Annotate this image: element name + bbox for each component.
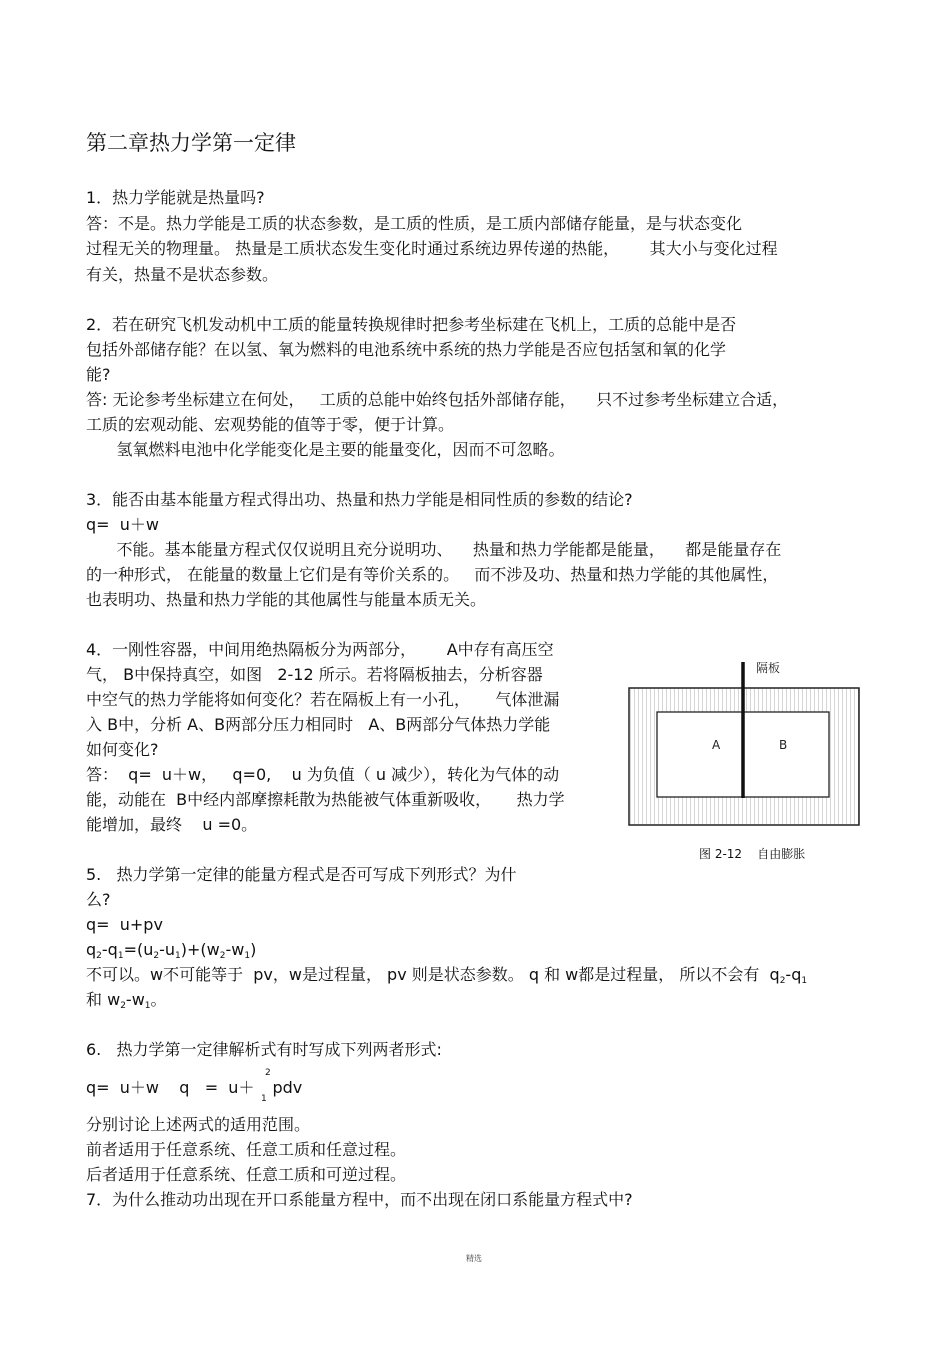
answer-6-line-2: 前者适用于任意系统、任意工质和任意过程。 bbox=[86, 1140, 407, 1159]
answer-4-line-2: 能，动能在 B中经内部摩擦耗散为热能被气体重新吸收， 热力学 bbox=[86, 790, 565, 809]
question-4-line-1: 4．一刚性容器，中间用绝热隔板分为两部分， A中存有高压空 bbox=[86, 640, 554, 659]
formula-3: q= u＋w bbox=[86, 515, 159, 534]
integral-upper-limit: 2 bbox=[265, 1068, 271, 1078]
answer-5-line-1: 不可以。w不可能等于 pv，w是过程量， pv 则是状态参数。 q 和 w都是过程量， 所以不会有 $q_2-q_1$ bbox=[86, 965, 808, 986]
question-1: 1．热力学能就是热量吗? bbox=[86, 188, 265, 207]
answer-2-line-3: 氢氧燃料电池中化学能变化是主要的能量变化，因而不可忽略。 bbox=[86, 440, 565, 459]
answer-1-line-3: 有关，热量不是状态参数。 bbox=[86, 265, 279, 284]
question-3: 3．能否由基本能量方程式得出功、热量和热力学能是相同性质的参数的结论? bbox=[86, 490, 633, 509]
answer-2-line-1: 答: 无论参考坐标建立在何处， 工质的总能中始终包括外部储存能， 只不过参考坐标建立合适， bbox=[86, 390, 789, 409]
page-footer: 精选 bbox=[466, 1254, 482, 1263]
free-expansion-figure bbox=[626, 658, 862, 828]
answer-1-line-1: 答：不是。热力学能是工质的状态参数，是工质的性质，是工质内部储存能量，是与状态变化 bbox=[86, 214, 743, 233]
answer-5-line-2: 和 $w_2-w_1$。 bbox=[86, 990, 167, 1011]
question-4-line-2: 气， B中保持真空，如图 2-12 所示。若将隔板抽去，分析容器 bbox=[86, 665, 543, 684]
answer-6-line-3: 后者适用于任意系统、任意工质和可逆过程。 bbox=[86, 1165, 407, 1184]
answer-4-line-3: 能增加，最终 u =0。 bbox=[86, 815, 258, 834]
question-7: 7．为什么推动功出现在开口系能量方程中，而不出现在闭口系能量方程式中? bbox=[86, 1190, 633, 1209]
answer-3-line-1: 不能。基本能量方程式仅仅说明且充分说明功、 热量和热力学能都是能量， 都是能量存在 bbox=[86, 540, 782, 559]
question-6: 6. 热力学第一定律解析式有时写成下列两者形式: bbox=[86, 1040, 442, 1059]
question-4-line-4: 入 B中，分析 A、B两部分压力相同时 A、B两部分气体热力学能 bbox=[86, 715, 551, 734]
question-5-line-2: 么? bbox=[86, 890, 111, 909]
question-2-line-3: 能? bbox=[86, 365, 111, 384]
question-4-line-5: 如何变化? bbox=[86, 740, 159, 759]
figure-caption: 图 2-12 自由膨胀 bbox=[699, 847, 806, 861]
question-5-line-1: 5. 热力学第一定律的能量方程式是否可写成下列形式？为什 bbox=[86, 865, 517, 884]
integral-lower-limit: 1 bbox=[261, 1094, 267, 1104]
answer-2-line-2: 工质的宏观动能、宏观势能的值等于零，便于计算。 bbox=[86, 415, 455, 434]
question-2-line-1: 2．若在研究飞机发动机中工质的能量转换规律时把参考坐标建在飞机上，工质的总能中是否 bbox=[86, 315, 737, 334]
formula-6: q= u＋w q = u＋ pdv bbox=[86, 1078, 303, 1097]
chamber-b-label: B bbox=[779, 738, 788, 752]
question-4-line-3: 中空气的热力学能将如何变化？若在隔板上有一小孔， 气体泄漏 bbox=[86, 690, 560, 709]
answer-3-line-2: 的一种形式， 在能量的数量上它们是有等价关系的。 而不涉及功、热量和热力学能的其他属性， bbox=[86, 565, 779, 584]
chapter-title: 第二章热力学第一定律 bbox=[86, 131, 296, 155]
question-2-line-2: 包括外部储存能？在以氢、氧为燃料的电池系统中系统的热力学能是否应包括氢和氧的化学 bbox=[86, 340, 727, 359]
chamber-a-label: A bbox=[712, 738, 721, 752]
answer-6-line-1: 分别讨论上述两式的适用范围。 bbox=[86, 1115, 311, 1134]
answer-4-line-1: 答： q= u＋w， q=0, u 为负值（ u 减少），转化为气体的动 bbox=[86, 765, 560, 784]
formula-5-a: q= u+pv bbox=[86, 915, 163, 934]
partition-label: 隔板 bbox=[756, 661, 781, 675]
formula-5-b: $q_2-q_1=(u_2-u_1)+(w_2-w_1)$ bbox=[86, 940, 257, 961]
answer-3-line-3: 也表明功、热量和热力学能的其他属性与能量本质无关。 bbox=[86, 590, 487, 609]
answer-1-line-2: 过程无关的物理量。 热量是工质状态发生变化时通过系统边界传递的热能， 其大小与变化过程 bbox=[86, 239, 778, 258]
